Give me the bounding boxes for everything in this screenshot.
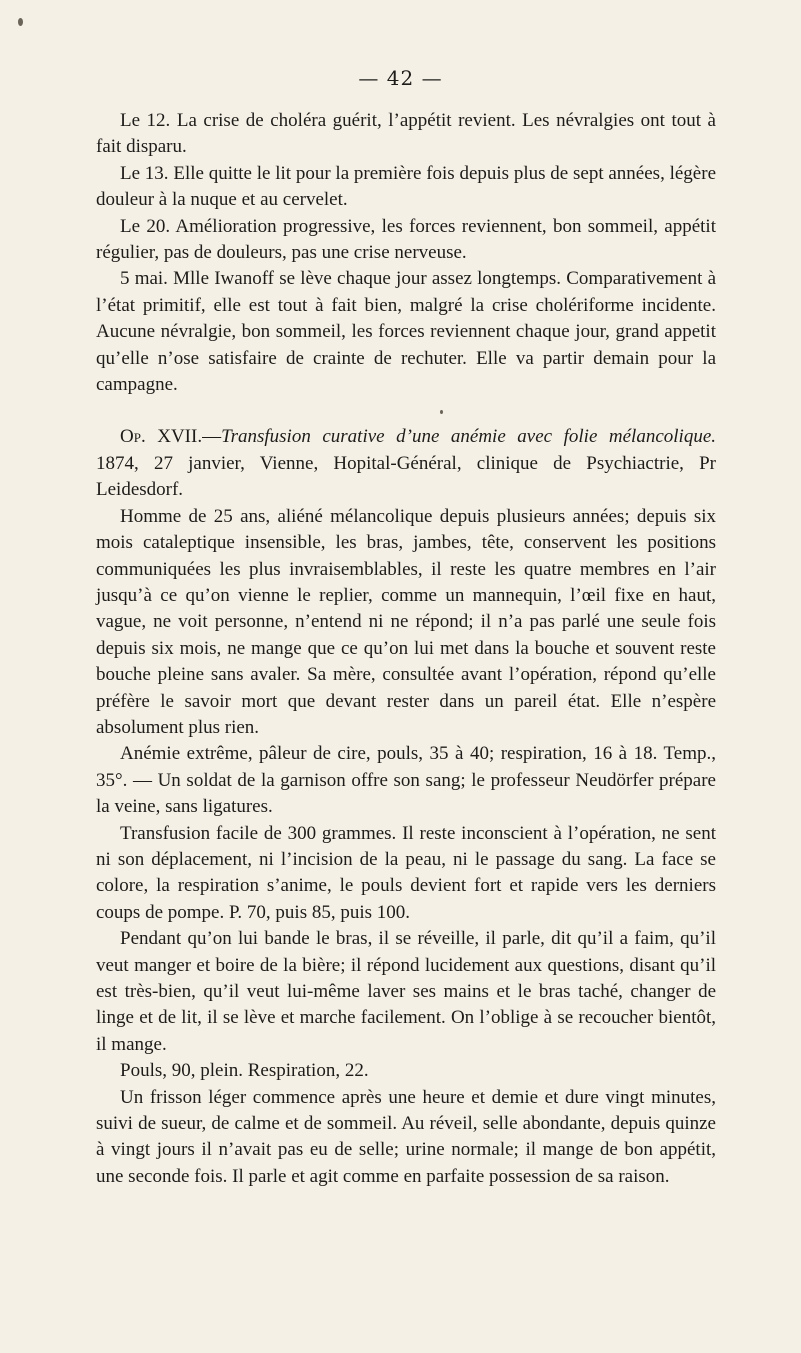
paragraph: Homme de 25 ans, aliéné mélancolique depuis plusieurs années; depuis six mois cataleptique insensible, les bras, jambes, tête, conservent les positions communiquées les plus invraisemblables, il reste les quatre membres en l’air jusqu’à ce qu’on vienne le replier, comme un mannequin, l’œil fixe en haut, vague, ne voit personne, n’entend ni ne répond; il n’a pas parlé une seule fois depuis six mois, ne mange que ce qu’on lui met dans la bouche et souvent reste bouche pleine sans avaler. Sa mère, consultée avant l’opération, répond qu’elle préfère le savoir mort que devant rester dans un pareil état. Elle n’espère absolument plus rien.	[96, 505, 716, 738]
observation-details: 1874, 27 janvier, Vienne, Hopital-Général, clinique de Psychiactrie, Pr Leidesdorf.	[96, 452, 716, 501]
paragraph: Le 13. Elle quitte le lit pour la première fois depuis plus de sept années, légère douleur à la nuque et au cervelet.	[96, 162, 716, 211]
heading-dash: —	[202, 426, 222, 448]
paragraph: Le 12. La crise de choléra guérit, l’appétit revient. Les névralgies ont tout à fait disparu.	[96, 110, 716, 158]
paragraph: Pouls, 90, plein. Respiration, 22.	[120, 1060, 369, 1082]
observation-heading	[96, 424, 716, 503]
body-text	[96, 108, 716, 1190]
paragraph: Transfusion facile de 300 grammes. Il reste inconscient à l’opération, ne sent ni son déplacement, ni l’incision de la peau, ni le passage du sang. La face se colore, la respiration s’anime, le pouls devient fort et rapide vers les derniers coups de pompe. P. 70, puis 85, puis 100.	[96, 822, 716, 923]
paragraph: Anémie extrême, pâleur de cire, pouls, 35 à 40; respiration, 16 à 18. Temp., 35°. — Un soldat de la garnison offre son sang; le professeur Neudörfer prépare la veine, sans ligatures.	[96, 743, 716, 818]
paragraph: Le 20. Amélioration progressive, les forces reviennent, bon sommeil, appétit régulier, pas de douleurs, pas une crise nerveuse.	[96, 215, 716, 264]
section-separator	[96, 398, 716, 424]
paragraph: Un frisson léger commence après une heure et demie et dure vingt minutes, suivi de sueur, de calme et de sommeil. Au réveil, selle abondante, depuis quinze à vingt jours il n’avait pas eu de selle; urine normale; il mange de bon appétit, une seconde fois. Il parle et agit comme en parfaite possession de sa raison.	[96, 1086, 716, 1187]
observation-title: Transfusion curative d’une anémie avec folie mélancolique.	[221, 426, 716, 448]
paragraph: Pendant qu’on lui bande le bras, il se réveille, il parle, dit qu’il a faim, qu’il veut manger et boire de la bière; il répond lucidement aux questions, disant qu’il est très-bien, qu’il veut lui-même laver ses mains et le bras taché, changer de linge et de lit, il se lève et marche facilement. On l’oblige à se recoucher bientôt, il mange.	[96, 928, 716, 1055]
observation-label: Op. XVII.	[120, 426, 203, 448]
ink-speck	[18, 18, 23, 26]
page-number: — 42 —	[358, 66, 443, 90]
paragraph: 5 mai. Mlle Iwanoff se lève chaque jour assez longtemps. Comparativement à l’état primitif, elle est tout à fait bien, malgré la crise cholériforme incidente. Aucune névralgie, bon sommeil, les forces reviennent chaque jour, grand appetit qu’elle n’ose satisfaire de crainte de rechuter. Elle va partir demain pour la campagne.	[96, 268, 716, 396]
